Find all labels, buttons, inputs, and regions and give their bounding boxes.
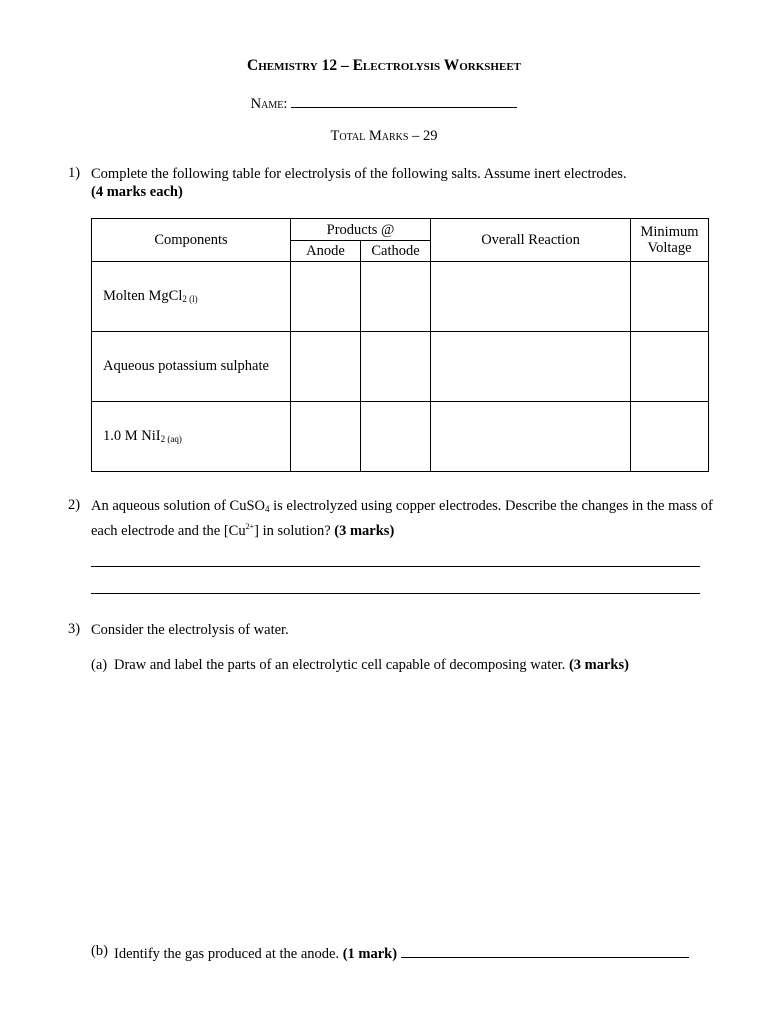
minimum-voltage-answer-cell[interactable] [631,332,709,402]
header-voltage-line1: Minimum [640,224,699,240]
cathode-answer-cell[interactable] [361,332,431,402]
part-a-marks: (3 marks) [568,657,629,673]
anode-answer-cell[interactable] [291,402,361,472]
question-1-prompt: Complete the following table for electrolysis of the following salts. Assume inert electrodes. [91,166,627,182]
component-cell: Molten MgCl$_2$ $_{(l)}$ [92,262,291,332]
minimum-voltage-answer-cell[interactable] [631,262,709,332]
header-overall-reaction: Overall Reaction [431,219,631,262]
part-b-label: (b) [91,943,108,959]
header-anode: Anode [291,241,361,262]
cathode-answer-cell[interactable] [361,402,431,472]
question-1-text [91,165,720,201]
question-2-number: 2) [68,497,81,513]
name-field-row [0,93,768,113]
part-b-answer-blank[interactable] [401,943,689,958]
electrolysis-table [91,218,709,472]
header-products: Products @ [291,219,431,241]
drawing-area[interactable] [91,683,700,928]
table-row [92,332,709,402]
table-row [92,402,709,472]
cathode-answer-cell[interactable] [361,262,431,332]
question-3-number: 3) [68,621,81,637]
name-blank[interactable] [291,93,517,108]
question-2-text: An aqueous solution of CuSO$_4$ is electrolyzed using copper electrodes. Describe the changes in the mass of each electrode and the $[Cu^{2+}]$ in solution? (3 marks) [91,498,713,539]
part-b-marks: (1 mark) [342,946,398,962]
component-cell: 1.0 M NiI$_2$ $_{(aq)}$ [92,402,291,472]
table-row [92,262,709,332]
overall-reaction-answer-cell[interactable] [431,402,631,472]
overall-reaction-answer-cell[interactable] [431,332,631,402]
header-minimum-voltage [631,219,709,262]
header-components: Components [92,219,291,262]
minimum-voltage-answer-cell[interactable] [631,402,709,472]
overall-reaction-answer-cell[interactable] [431,262,631,332]
part-a-label: (a) [91,657,108,673]
anode-answer-cell[interactable] [291,332,361,402]
question-2-marks: (3 marks) [334,523,395,539]
total-marks: Total Marks – 29 [330,128,438,144]
question-1-marks: (4 marks each) [91,184,183,200]
answer-line[interactable] [91,593,700,594]
answer-line[interactable] [91,566,700,567]
header-voltage-line2: Voltage [647,240,692,256]
worksheet-title: Chemistry 12 – Electrolysis Worksheet [247,57,521,74]
anode-answer-cell[interactable] [291,262,361,332]
question-1-number: 1) [68,165,81,181]
question-3-text: Consider the electrolysis of water. [91,622,289,638]
name-label: Name: [250,96,288,112]
component-cell: Aqueous potassium sulphate [92,332,291,402]
header-cathode: Cathode [361,241,431,262]
part-b-text: Identify the gas produced at the anode. (1 mark) [114,943,689,963]
part-a-text: Draw and label the parts of an electrolytic cell capable of decomposing water. (3 marks) [114,657,629,673]
